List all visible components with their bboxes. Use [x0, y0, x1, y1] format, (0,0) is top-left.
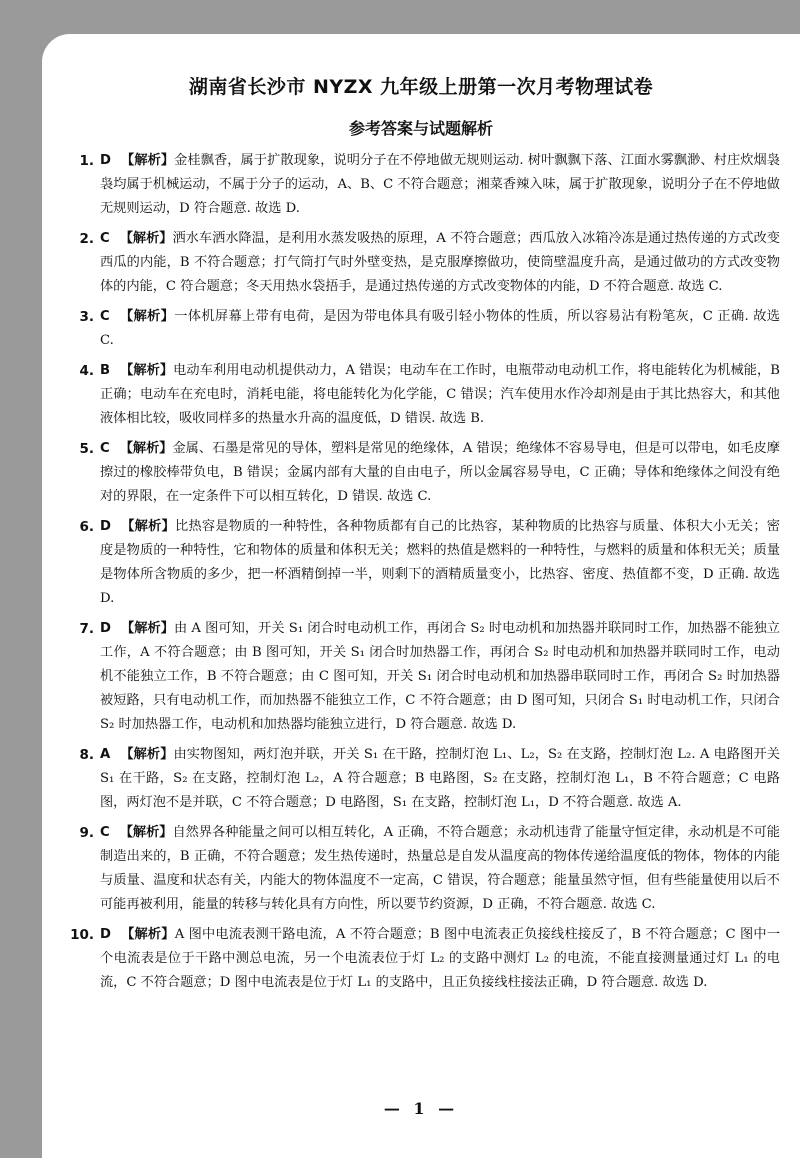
question-number: 9. [79, 825, 94, 841]
answer-body [100, 617, 780, 737]
answer-body [100, 149, 780, 221]
question-number: 8. [79, 747, 94, 763]
answer-letter: C [100, 825, 110, 840]
analysis-text: 自然界各种能量之间可以相互转化，A 正确，不符合题意；永动机违背了能量守恒定律，永动机是不可能制造出来的，B 正确，不符合题意；发生热传递时，热量总是自发从温度高的物体传递给温度低的物体，物体的内能与质量、温度和状态有关，内能大的物体温度不一定高，C 错误，符合题意；能量虽然守恒，但有些能量使用以后不可能再被利用，能量的转移与转化具有方向性，所以要节约资源，D 正确，不符合题意. 故选 C. [100, 825, 780, 912]
answer-item [62, 305, 780, 353]
analysis-tag: 【解析】 [120, 363, 174, 378]
analysis-tag: 【解析】 [119, 309, 175, 324]
answer-item [62, 515, 780, 611]
analysis-tag: 【解析】 [119, 231, 173, 246]
analysis-tag: 【解析】 [119, 441, 173, 456]
question-number: 4. [79, 363, 94, 379]
analysis-text: 洒水车洒水降温，是利用水蒸发吸热的原理，A 不符合题意；西瓜放入冰箱冷冻是通过热传递的方式改变西瓜的内能，B 不符合题意；打气筒打气时外壁变热，是克服摩擦做功，使筒壁温度升高，是通过做功的方式改变物体的内能，C 符合题意；冬天用热水袋捂手，是通过热传递的方式改变物体的内能，D 不符合题意. 故选 C. [100, 231, 780, 294]
question-number: 7. [79, 621, 94, 637]
question-number: 3. [79, 309, 94, 325]
answer-item [62, 227, 780, 299]
question-number: 10. [70, 927, 94, 943]
answer-body [100, 923, 780, 995]
analysis-tag: 【解析】 [120, 747, 174, 762]
analysis-text: 由实物图知，两灯泡并联，开关 S₁ 在干路，控制灯泡 L₁、L₂，S₂ 在支路，控制灯泡 L₂. A 电路图开关 S₁ 在干路，S₂ 在支路，控制灯泡 L₂，A 符合题意；B 电路图，S₂ 在支路，控制灯泡 L₁，B 不符合题意；C 电路图，两灯泡不是并联，C 不符合题意；D 电路图，S₁ 在支路，控制灯泡 L₁，D 不符合题意. 故选 A. [100, 747, 780, 810]
answer-body [100, 305, 780, 353]
analysis-text: 比热容是物质的一种特性，各种物质都有自己的比热容，某种物质的比热容与质量、体积大小无关；密度是物质的一种特性，它和物体的质量和体积无关；燃料的热值是燃料的一种特性，与燃料的质量和体积无关；质量是物体所含物质的多少，把一杯酒精倒掉一半，则剩下的酒精质量变小，比热容、密度、热值都不变，D 正确. 故选 D. [100, 519, 780, 606]
answer-item [62, 437, 780, 509]
answer-body [100, 359, 780, 431]
answer-letter: D [100, 519, 111, 534]
analysis-text: 由 A 图可知，开关 S₁ 闭合时电动机工作，再闭合 S₂ 时电动机和加热器并联同时工作，加热器不能独立工作，A 不符合题意；由 B 图可知，开关 S₁ 闭合时加热器工作，再闭合 S₂ 时电动机和加热器并联同时工作，电动机不能独立工作，B 不符合题意；由 C 图可知，开关 S₁ 闭合时电动机和加热器串联同时工作，再闭合 S₂ 时加热器被短路，只有电动机工作，而加热器不能独立工作，C 不符合题意；由 D 图可知，只闭合 S₁ 时电动机工作，只闭合 S₂ 时加热器工作，电动机和加热器均能独立进行，D 符合题意. 故选 D. [100, 621, 780, 732]
analysis-text: 金属、石墨是常见的导体，塑料是常见的绝缘体，A 错误；绝缘体不容易导电，但是可以带电，如毛皮摩擦过的橡胶棒带负电，B 错误；金属内部有大量的自由电子，所以金属容易导电，C 正确；导体和绝缘体之间没有绝对的界限，在一定条件下可以相互转化，D 错误. 故选 C. [100, 441, 780, 504]
answer-letter: C [100, 441, 110, 456]
analysis-text: 电动车利用电动机提供动力，A 错误；电动车在工作时，电瓶带动电动机工作，将电能转化为机械能，B 正确；电动车在充电时，消耗电能，将电能转化为化学能，C 错误；汽车使用水作冷却剂是由于其比热容大，和其他液体相比较，吸收同样多的热量水升高的温度低，D 错误. 故选 B. [100, 363, 781, 426]
answer-body [100, 437, 780, 509]
analysis-text: 一体机屏幕上带有电荷，是因为带电体具有吸引轻小物体的性质，所以容易沾有粉笔灰，C 正确. 故选 C. [100, 309, 780, 348]
answer-item [62, 923, 780, 995]
answer-body [100, 227, 780, 299]
answer-item [62, 617, 780, 737]
page-card [42, 34, 800, 1158]
analysis-tag: 【解析】 [120, 927, 175, 942]
analysis-tag: 【解析】 [120, 621, 174, 636]
answer-letter: D [100, 153, 111, 168]
page-title: 湖南省长沙市 NYZX 九年级上册第一次月考物理试卷 [188, 76, 654, 98]
question-number: 1. [79, 153, 94, 169]
analysis-tag: 【解析】 [119, 825, 173, 840]
analysis-tag: 【解析】 [120, 519, 176, 534]
answer-letter: D [100, 621, 111, 636]
answer-item [62, 149, 780, 221]
answer-body [100, 743, 780, 815]
answer-letter: C [100, 309, 110, 324]
page-content [62, 72, 780, 1001]
question-number: 5. [79, 441, 94, 457]
answer-item [62, 743, 780, 815]
answer-letter: C [100, 231, 110, 246]
page-number: — 1 — [383, 1099, 459, 1118]
answer-body [100, 821, 780, 917]
question-number: 6. [79, 519, 94, 535]
analysis-text: 金桂飘香，属于扩散现象，说明分子在不停地做无规则运动. 树叶飘飘下落、江面水雾飘渺、村庄炊烟袅袅均属于机械运动，不属于分子的运动，A、B、C 不符合题意；湘菜香辣入味，属于扩散现象，说明分子在不停地做无规则运动，D 符合题意. 故选 D. [100, 153, 780, 216]
answer-letter: A [100, 747, 111, 762]
answer-list [62, 149, 780, 995]
answer-body [100, 515, 780, 611]
page-subtitle: 参考答案与试题解析 [348, 119, 493, 138]
answer-item [62, 821, 780, 917]
analysis-text: A 图中电流表测干路电流，A 不符合题意；B 图中电流表正负接线柱接反了，B 不符合题意；C 图中一个电流表是位于干路中测总电流，另一个电流表位于灯 L₂ 的支路中测灯 L₂ 的电流，不能直接测量通过灯 L₁ 的电流，C 不符合题意；D 图中电流表是位于灯 L₁ 的支路中，且正负接线柱接法正确，D 符合题意. 故选 D. [100, 927, 781, 990]
answer-letter: B [100, 363, 111, 378]
question-number: 2. [79, 231, 94, 247]
analysis-tag: 【解析】 [120, 153, 175, 168]
answer-letter: D [100, 927, 111, 942]
answer-item [62, 359, 780, 431]
